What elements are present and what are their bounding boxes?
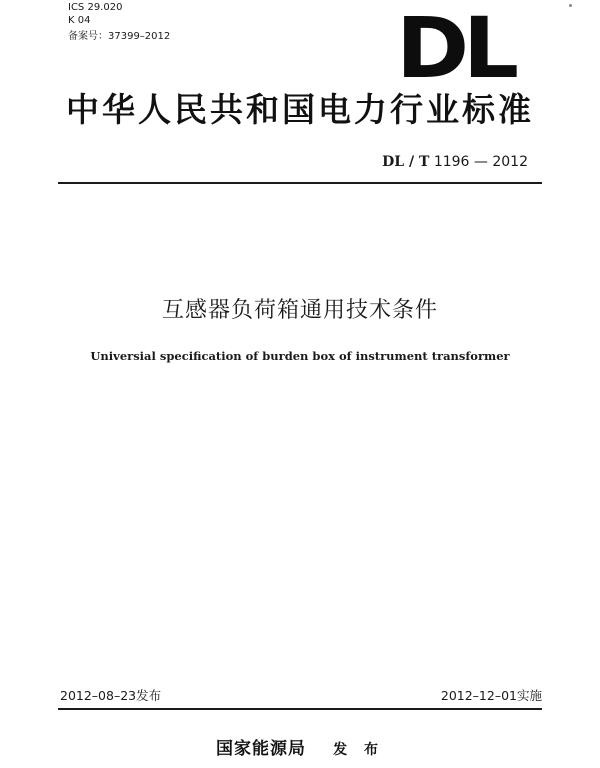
- top-divider: [58, 182, 542, 184]
- bottom-divider: [58, 708, 542, 710]
- standard-number-value: 1196 — 2012: [433, 154, 528, 170]
- standard-number: [382, 154, 528, 170]
- document-title-english: Universial specification of burden box of instrument transformer: [90, 349, 510, 363]
- standard-title: 中华人民共和国电力行业标准: [66, 90, 534, 129]
- scan-mark: [569, 4, 572, 7]
- issuer-block: [0, 734, 600, 759]
- registration-number: 备案号：37399–2012: [68, 31, 171, 42]
- standard-code: DL / T: [382, 154, 430, 170]
- dl-logo: DL: [396, 0, 513, 97]
- issuer-action: 发 布: [333, 742, 384, 758]
- implementation-date: 2012–12–01实施: [440, 688, 542, 703]
- issuer-name: 国家能源局: [216, 739, 307, 759]
- classification-code: K 04: [68, 15, 91, 26]
- ics-code: ICS 29.020: [68, 2, 123, 13]
- issue-date: 2012–08–23发布: [60, 688, 162, 703]
- document-title-chinese: 互感器负荷箱通用技术条件: [161, 298, 438, 323]
